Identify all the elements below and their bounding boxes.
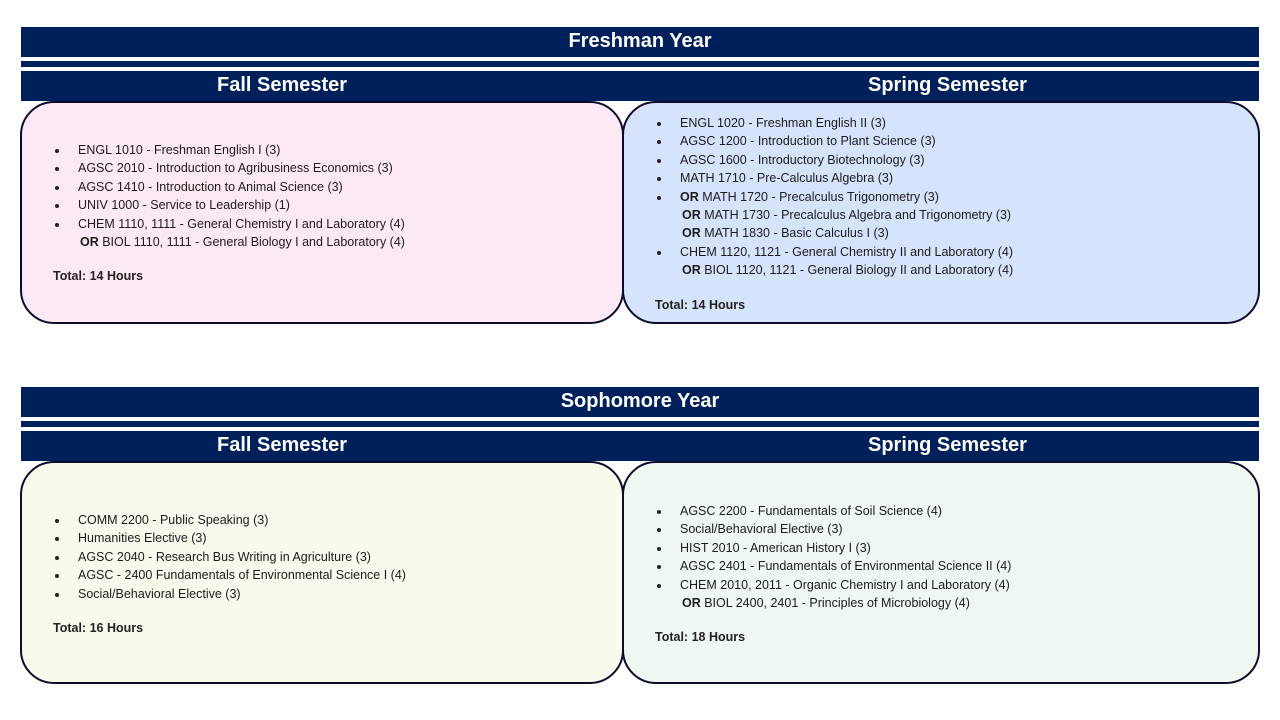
course-text: AGSC 2401 - Fundamentals of Environmental Science II (4): [680, 559, 1012, 574]
course-text: Social/Behavioral Elective (3): [78, 586, 241, 601]
or-label: OR: [682, 263, 701, 278]
course-text: ENGL 1020 - Freshman English II (3): [680, 116, 886, 130]
sophomore-fall-box: [20, 461, 624, 684]
course-text: CHEM 2010, 2011 - Organic Chemistry I and Laboratory (4): [680, 577, 1010, 592]
course-text: UNIV 1000 - Service to Leadership (1): [78, 198, 290, 213]
course-text: AGSC 2040 - Research Bus Writing in Agriculture (3): [78, 549, 371, 564]
course-item: [53, 566, 406, 584]
course-item: [53, 529, 406, 547]
course-text: MATH 1730 - Precalculus Algebra and Trigonometry (3): [700, 207, 1012, 222]
course-item: [655, 206, 1013, 224]
total-hours: Total: 16 Hours: [53, 620, 144, 635]
year-title: Sophomore Year: [21, 387, 1259, 417]
course-item: [53, 215, 405, 233]
course-text: HIST 2010 - American History I (3): [680, 540, 871, 555]
course-item: [53, 585, 406, 603]
spring-semester-label: Spring Semester: [868, 434, 1027, 456]
freshman-fall-box: [20, 101, 624, 324]
or-label: OR: [682, 207, 701, 222]
course-list: [53, 511, 406, 603]
or-label: OR: [682, 595, 701, 610]
course-text: AGSC 1200 - Introduction to Plant Science (3): [680, 134, 936, 149]
course-text: AGSC 2200 - Fundamentals of Soil Science (4): [680, 504, 942, 518]
fall-semester-label: Fall Semester: [217, 74, 348, 96]
course-item: [655, 151, 1013, 169]
year-title: Freshman Year: [21, 27, 1259, 57]
course-text: BIOL 1110, 1111 - General Biology I and Laboratory (4): [98, 234, 405, 249]
course-text: CHEM 1120, 1121 - General Chemistry II and Laboratory (4): [680, 244, 1014, 259]
course-item: [655, 502, 1011, 520]
course-text: AGSC 1410 - Introduction to Animal Science (3): [78, 179, 343, 194]
course-item: [53, 159, 405, 177]
course-item: [53, 233, 405, 251]
course-text: MATH 1710 - Pre-Calculus Algebra (3): [680, 171, 894, 186]
semester-header-bar: [21, 431, 1259, 461]
course-item: [655, 132, 1013, 150]
course-item: [53, 511, 406, 529]
course-list: [53, 141, 405, 251]
semester-header-bar: [21, 71, 1259, 101]
course-text: MATH 1830 - Basic Calculus I (3): [700, 226, 889, 241]
course-item: [655, 243, 1013, 261]
course-text: BIOL 2400, 2401 - Principles of Microbiology (4): [700, 595, 970, 610]
course-text: COMM 2200 - Public Speaking (3): [78, 513, 269, 527]
course-item: [53, 178, 405, 196]
course-text: ENGL 1010 - Freshman English I (3): [78, 143, 281, 157]
course-item: [655, 188, 1013, 206]
total-hours: Total: 18 Hours: [655, 630, 746, 645]
or-label: OR: [680, 189, 699, 204]
fall-semester-label: Fall Semester: [217, 434, 348, 456]
course-item: [655, 224, 1013, 242]
course-text: BIOL 1120, 1121 - General Biology II and Laboratory (4): [700, 263, 1014, 278]
course-item: [655, 520, 1011, 538]
course-text: Humanities Elective (3): [78, 531, 207, 546]
course-text: CHEM 1110, 1111 - General Chemistry I and Laboratory (4): [78, 216, 405, 231]
course-item: [655, 169, 1013, 187]
course-list: [655, 114, 1013, 280]
divider-strip: [21, 61, 1259, 67]
course-list: [655, 502, 1011, 612]
course-text: AGSC 2010 - Introduction to Agribusiness Economics (3): [78, 161, 393, 176]
or-label: OR: [682, 226, 701, 241]
course-item: [655, 594, 1011, 612]
course-text: AGSC 1600 - Introductory Biotechnology (3): [680, 152, 925, 167]
course-item: [53, 196, 405, 214]
or-label: OR: [80, 234, 99, 249]
course-item: [655, 557, 1011, 575]
divider-strip: [21, 421, 1259, 427]
course-item: [655, 261, 1013, 279]
course-text: AGSC - 2400 Fundamentals of Environmental Science I (4): [78, 568, 406, 583]
total-hours: Total: 14 Hours: [655, 297, 746, 312]
course-item: [655, 114, 1013, 132]
total-hours: Total: 14 Hours: [53, 269, 144, 284]
course-text: MATH 1720 - Precalculus Trigonometry (3): [698, 189, 939, 204]
course-item: [655, 539, 1011, 557]
sophomore-spring-box: [622, 461, 1260, 684]
course-text: Social/Behavioral Elective (3): [680, 522, 843, 537]
course-item: [53, 141, 405, 159]
freshman-spring-box: [622, 101, 1260, 324]
spring-semester-label: Spring Semester: [868, 74, 1027, 96]
course-item: [53, 548, 406, 566]
course-item: [655, 576, 1011, 594]
